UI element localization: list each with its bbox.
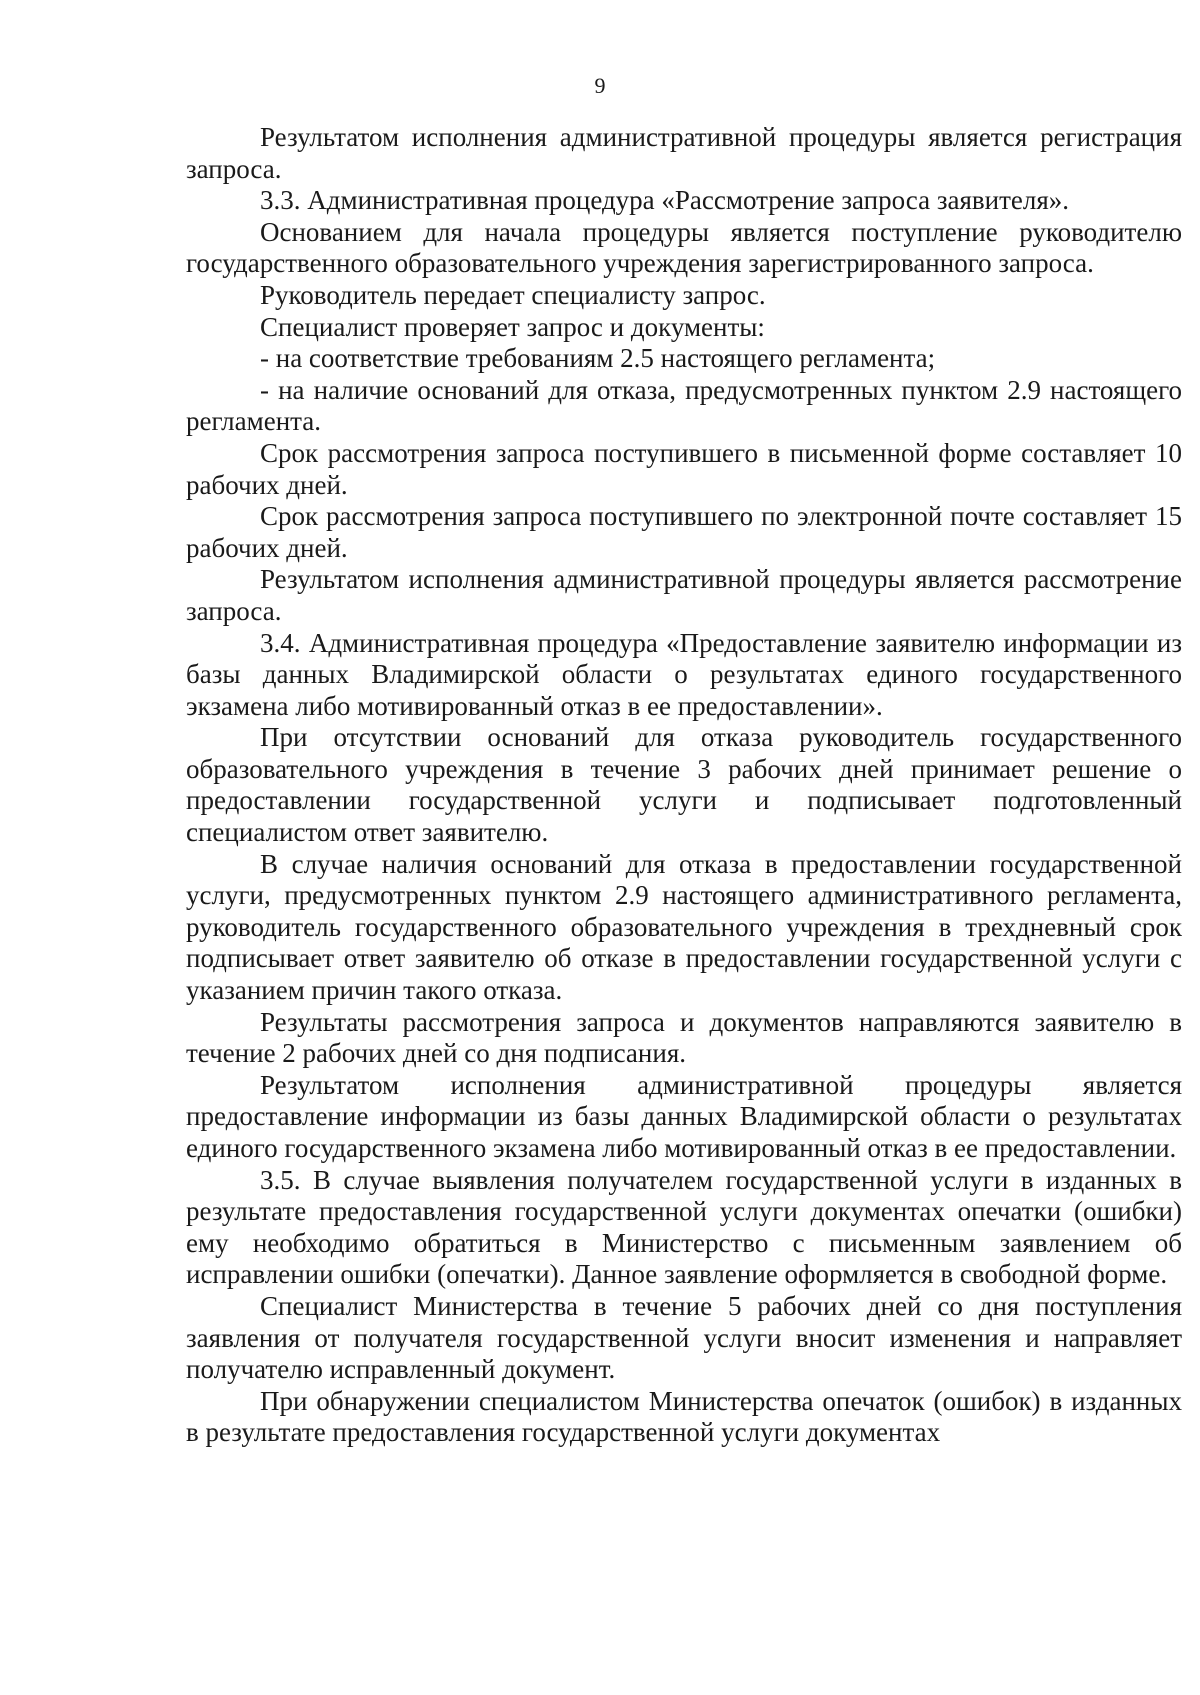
page-number: 9	[594, 73, 606, 98]
list-item: - на наличие оснований для отказа, предусмотренных пунктом 2.9 настоящего регламента.	[186, 374, 1182, 437]
paragraph: В случае наличия оснований для отказа в предоставлении государственной услуги, предусмотренных пунктом 2.9 настоящего административного регламента, руководитель государственного образовательного учреждения в трехдневный срок подписывает ответ заявителю об отказе в предоставлении государственной услуги с указанием причин такого отказа.	[186, 848, 1182, 1006]
paragraph: Срок рассмотрения запроса поступившего по электронной почте составляет 15 рабочих дней.	[186, 501, 1182, 563]
paragraph: Специалист проверяет запрос и документы:	[260, 311, 765, 342]
section-heading-3-3: 3.3. Административная процедура «Рассмотрение запроса заявителя».	[260, 185, 1070, 216]
list-item: - на соответствие требованиям 2.5 настоящего регламента;	[260, 343, 936, 374]
section-heading-3-4: 3.4. Административная процедура «Предоставление заявителю информации из базы данных Владимирской области о результатах единого государственного экзамена либо мотивированный отказ в ее предоставлении».	[186, 627, 1182, 721]
paragraph: При обнаружении специалистом Министерства опечаток (ошибок) в изданных в результате предоставления государственной услуги документах	[186, 1385, 1182, 1448]
paragraph: Срок рассмотрения запроса поступившего в письменной форме составляет 10 рабочих дней.	[186, 437, 1182, 500]
paragraph: Руководитель передает специалисту запрос.	[260, 279, 766, 310]
paragraph: Результатом исполнения административной процедуры является предоставление информации из базы данных Владимирской области о результатах единого государственного экзамена либо мотивированный отказ в ее предоставлении.	[186, 1069, 1182, 1163]
document-body	[186, 122, 1182, 1449]
section-heading-3-5: 3.5. В случае выявления получателем государственной услуги в изданных в результате предоставления государственной услуги документах опечатки (ошибки) ему необходимо обратиться в Министерство с письменным заявлением об исправлении ошибки (опечатки). Данное заявление оформляется в свободной форме.	[186, 1164, 1182, 1290]
paragraph: Результаты рассмотрения запроса и документов направляются заявителю в течение 2 рабочих дней со дня подписания.	[186, 1006, 1182, 1069]
paragraph: Специалист Министерства в течение 5 рабочих дней со дня поступления заявления от получателя государственной услуги вносит изменения и направляет получателю исправленный документ.	[186, 1290, 1182, 1385]
paragraph: Результатом исполнения административной процедуры является рассмотрение запроса.	[186, 564, 1182, 626]
paragraph: Основанием для начала процедуры является поступление руководителю государственного образовательного учреждения зарегистрированного запроса.	[186, 216, 1182, 279]
paragraph: При отсутствии оснований для отказа руководитель государственного образовательного учреждения в течение 3 рабочих дней принимает решение о предоставлении государственной услуги и подписывает подготовленный специалистом ответ заявителю.	[186, 722, 1182, 848]
paragraph: Результатом исполнения административной процедуры является регистрация запроса.	[186, 122, 1182, 184]
